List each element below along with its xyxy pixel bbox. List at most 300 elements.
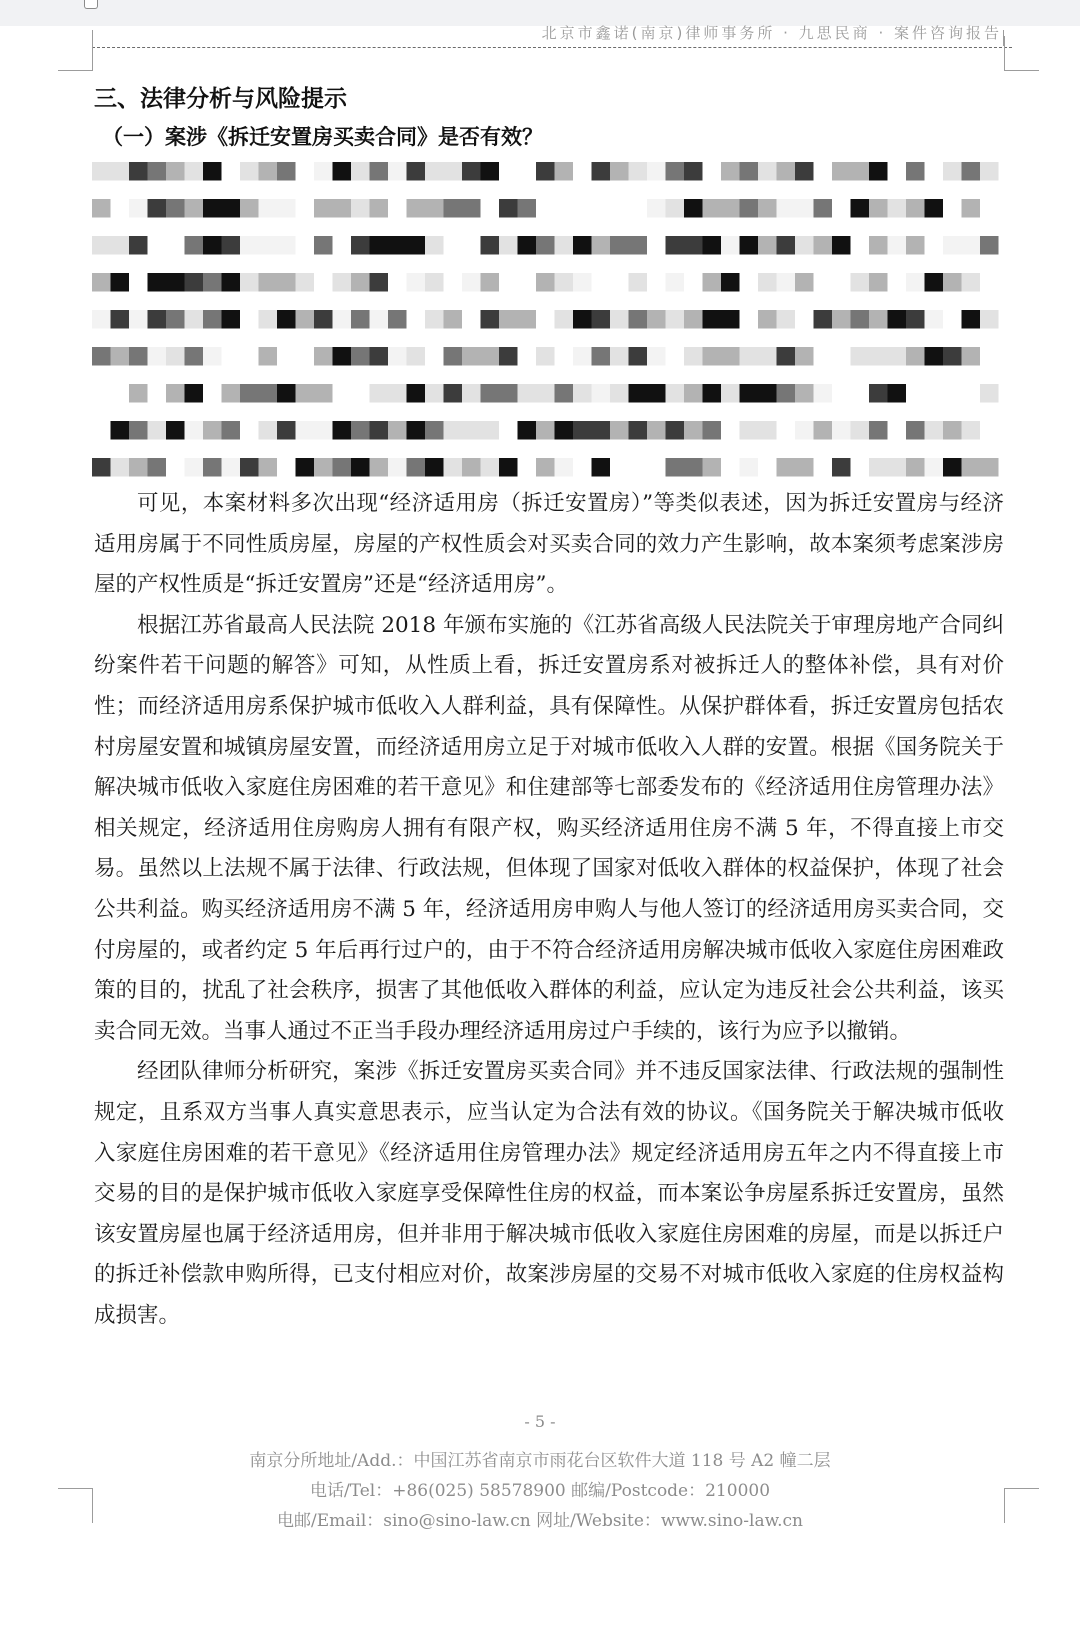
mosaic-cell [536,273,555,292]
mosaic-cell [314,421,333,440]
mosaic-cell [351,310,370,329]
mosaic-cell [92,458,111,477]
mosaic-cell [148,199,167,218]
mosaic-cell [777,162,796,181]
mosaic-cell [610,162,629,181]
mosaic-cell [111,458,130,477]
mosaic-cell [592,384,611,403]
mosaic-cell [869,162,888,181]
mosaic-cell [777,458,796,477]
mosaic-cell [203,347,222,366]
mosaic-cell [499,236,518,255]
mosaic-cell [388,421,407,440]
mosaic-cell [444,458,463,477]
mosaic-cell [592,236,611,255]
mosaic-cell [740,162,759,181]
mosaic-cell [962,236,981,255]
tab-handle-icon[interactable] [84,0,98,9]
mosaic-cell [462,421,481,440]
mosaic-cell [666,310,685,329]
mosaic-cell [647,347,666,366]
mosaic-cell [481,347,500,366]
mosaic-cell [610,347,629,366]
mosaic-cell [629,384,648,403]
mosaic-cell [962,273,981,292]
mosaic-cell [888,384,907,403]
mosaic-cell [333,162,352,181]
mosaic-cell [536,384,555,403]
mosaic-cell [111,421,130,440]
mosaic-cell [980,458,999,477]
header-divider [92,47,1012,48]
mosaic-cell [296,384,315,403]
mosaic-cell [684,347,703,366]
mosaic-cell [259,199,278,218]
mosaic-cell [777,273,796,292]
mosaic-cell [129,310,148,329]
mosaic-cell [647,384,666,403]
mosaic-cell [777,347,796,366]
mosaic-cell [740,199,759,218]
mosaic-cell [647,421,666,440]
mosaic-cell [92,273,111,292]
mosaic-cell [92,310,111,329]
mosaic-cell [333,310,352,329]
mosaic-cell [129,347,148,366]
mosaic-cell [444,310,463,329]
mosaic-cell [388,384,407,403]
footer-address: 南京分所地址/Add.：中国江苏省南京市雨花台区软件大道 118 号 A2 幢二层 [249,1451,831,1471]
mosaic-cell [351,236,370,255]
mosaic-cell [333,199,352,218]
mosaic-cell [407,162,426,181]
mosaic-cell [425,199,444,218]
mosaic-cell [499,384,518,403]
mosaic-cell [536,347,555,366]
mosaic-cell [555,310,574,329]
mosaic-image [92,150,1012,485]
mosaic-cell [906,458,925,477]
margin-mark-right [1003,30,1004,46]
mosaic-cell [703,384,722,403]
mosaic-cell [259,421,278,440]
mosaic-cell [814,236,833,255]
mosaic-cell [943,458,962,477]
mosaic-cell [869,236,888,255]
mosaic-cell [629,162,648,181]
mosaic-cell [203,458,222,477]
mosaic-cell [906,199,925,218]
mosaic-cell [148,458,167,477]
mosaic-cell [92,162,111,181]
mosaic-cell [185,421,204,440]
mosaic-cell [943,347,962,366]
mosaic-cell [851,199,870,218]
mosaic-cell [277,162,296,181]
mosaic-cell [777,384,796,403]
mosaic-cell [740,236,759,255]
mosaic-cell [277,384,296,403]
mosaic-cell [185,384,204,403]
mosaic-cell [555,458,574,477]
mosaic-cell [925,199,944,218]
mosaic-cell [222,199,241,218]
mosaic-cell [296,421,315,440]
mosaic-cell [314,347,333,366]
mosaic-cell [333,421,352,440]
mosaic-cell [185,310,204,329]
mosaic-cell [906,236,925,255]
mosaic-cell [684,199,703,218]
mosaic-cell [832,162,851,181]
mosaic-cell [166,347,185,366]
mosaic-cell [573,236,592,255]
mosaic-cell [222,421,241,440]
mosaic-cell [795,347,814,366]
mosaic-cell [869,384,888,403]
mosaic-cell [259,162,278,181]
mosaic-cell [259,273,278,292]
mosaic-cell [111,162,130,181]
mosaic-cell [296,458,315,477]
mosaic-cell [277,310,296,329]
mosaic-cell [666,384,685,403]
mosaic-cell [758,199,777,218]
mosaic-cell [203,310,222,329]
mosaic-cell [425,162,444,181]
mosaic-cell [296,273,315,292]
mosaic-cell [869,458,888,477]
mosaic-cell [277,273,296,292]
mosaic-cell [832,421,851,440]
mosaic-cell [499,199,518,218]
page-number: - 5 - [524,1412,556,1431]
mosaic-cell [407,421,426,440]
mosaic-cell [555,421,574,440]
mosaic-cell [629,421,648,440]
mosaic-cell [684,384,703,403]
mosaic-cell [444,162,463,181]
mosaic-cell [314,384,333,403]
paragraph-2: 根据江苏省最高人民法院 2018 年颁布实施的《江苏省高级人民法院关于审理房地产合同纠纷案件若干问题的解答》可知，从性质上看，拆迁安置房系对被拆迁人的整体补偿，具有对价性；而经济适用房系保护城市低收入人群利益，具有保障性。从保护群体看，拆迁安置房包括农村房屋安置和城镇房屋安置，而经济适用房立足于对城市低收入人群的安置。根据《国务院关于解决城市低收入家庭住房困难的若干意见》和住建部等七部委发布的《经济适用住房管理办法》相关规定，经济适用住房购房人拥有有限产权，购买经济适用住房不满 5 年，不得直接上市交易。虽然以上法规不属于法律、行政法规，但体现了国家对低收入群体的权益保护，体现了社会公共利益。购买经济适用房不满 5 年，经济适用房申购人与他人签订的经济适用房买卖合同，交付房屋的，或者约定 5 年后再行过户的，由于不符合经济适用房解决城市低收入家庭住房困难政策的目的，扰乱了社会秩序，损害了其他低收入群体的利益，应认定为违反社会公共利益，该买卖合同无效。当事人通过不正当手段办理经济适用房过户手续的，该行为应予以撤销。 [94,612,1004,1044]
mosaic-cell [906,162,925,181]
mosaic-cell [869,421,888,440]
mosaic-cell [314,236,333,255]
mosaic-cell [777,310,796,329]
mosaic-cell [518,310,537,329]
mosaic-cell [166,162,185,181]
mosaic-cell [666,273,685,292]
mosaic-cell [851,347,870,366]
mosaic-cell [832,458,851,477]
mosaic-cell [721,236,740,255]
mosaic-cell [129,199,148,218]
mosaic-cell [666,199,685,218]
mosaic-cell [647,199,666,218]
mosaic-cell [980,384,999,403]
mosaic-cell [259,384,278,403]
mosaic-cell [962,162,981,181]
mosaic-cell [888,199,907,218]
mosaic-cell [518,199,537,218]
mosaic-cell [388,347,407,366]
mosaic-cell [703,236,722,255]
mosaic-cell [129,421,148,440]
mosaic-cell [370,347,389,366]
mosaic-cell [721,310,740,329]
mosaic-cell [610,421,629,440]
mosaic-cell [795,384,814,403]
mosaic-cell [185,199,204,218]
mosaic-cell [444,421,463,440]
mosaic-cell [573,310,592,329]
mosaic-cell [647,310,666,329]
mosaic-cell [518,236,537,255]
mosaic-cell [185,236,204,255]
mosaic-cell [758,347,777,366]
mosaic-cell [148,310,167,329]
mosaic-cell [185,458,204,477]
mosaic-cell [370,236,389,255]
mosaic-cell [814,384,833,403]
mosaic-cell [962,347,981,366]
mosaic-cell [703,458,722,477]
mosaic-cell [148,273,167,292]
mosaic-cell [481,310,500,329]
mosaic-cell [684,236,703,255]
mosaic-cell [462,162,481,181]
mosaic-cell [925,421,944,440]
mosaic-cell [925,273,944,292]
mosaic-cell [148,347,167,366]
mosaic-cell [888,347,907,366]
mosaic-cell [592,421,611,440]
mosaic-cell [462,347,481,366]
mosaic-cell [906,421,925,440]
mosaic-cell [351,162,370,181]
mosaic-cell [407,273,426,292]
mosaic-cell [259,236,278,255]
mosaic-cell [906,310,925,329]
mosaic-cell [259,347,278,366]
mosaic-cell [962,199,981,218]
mosaic-cell [222,236,241,255]
mosaic-cell [721,384,740,403]
mosaic-cell [166,199,185,218]
mosaic-cell [851,421,870,440]
mosaic-cell [684,162,703,181]
mosaic-cell [943,162,962,181]
mosaic-cell [481,273,500,292]
mosaic-cell [370,458,389,477]
mosaic-cell [555,384,574,403]
mosaic-cell [407,347,426,366]
mosaic-cell [333,273,352,292]
mosaic-cell [277,421,296,440]
mosaic-cell [444,347,463,366]
mosaic-cell [795,458,814,477]
mosaic-cell [185,347,204,366]
mosaic-cell [425,236,444,255]
mosaic-cell [758,421,777,440]
mosaic-cell [777,199,796,218]
mosaic-cell [388,162,407,181]
mosaic-cell [592,458,611,477]
mosaic-cell [573,273,592,292]
mosaic-cell [925,458,944,477]
mosaic-cell [832,236,851,255]
mosaic-cell [666,458,685,477]
mosaic-cell [92,236,111,255]
mosaic-cell [962,421,981,440]
mosaic-cell [370,199,389,218]
mosaic-cell [240,199,259,218]
mosaic-cell [481,421,500,440]
mosaic-cell [610,384,629,403]
mosaic-cell [481,384,500,403]
mosaic-cell [203,236,222,255]
mosaic-cell [111,236,130,255]
mosaic-cell [758,273,777,292]
mosaic-cell [203,421,222,440]
mosaic-cell [906,273,925,292]
mosaic-cell [795,273,814,292]
mosaic-cell [703,347,722,366]
mosaic-cell [425,384,444,403]
mosaic-cell [499,458,518,477]
mosaic-cell [721,199,740,218]
subsection-title: （一）案涉《拆迁安置房买卖合同》是否有效？ [102,125,543,149]
mosaic-cell [888,236,907,255]
mosaic-cell [462,273,481,292]
mosaic-cell [943,421,962,440]
mosaic-cell [629,347,648,366]
mosaic-cell [370,310,389,329]
mosaic-cell [481,458,500,477]
mosaic-cell [462,199,481,218]
mosaic-cell [240,458,259,477]
mosaic-cell [925,347,944,366]
mosaic-cell [222,384,241,403]
mosaic-cell [610,310,629,329]
margin-mark-left [92,30,93,46]
mosaic-cell [166,421,185,440]
mosaic-cell [555,162,574,181]
mosaic-cell [92,199,111,218]
mosaic-cell [721,273,740,292]
mosaic-cell [222,273,241,292]
mosaic-cell [666,162,685,181]
mosaic-cell [758,236,777,255]
mosaic-cell [185,273,204,292]
paragraph-1: 可见，本案材料多次出现“经济适用房（拆迁安置房）”等类似表述，因为拆迁安置房与经济适用房属于不同性质房屋，房屋的产权性质会对买卖合同的效力产生影响，故本案须考虑案涉房屋的产权性质是“拆迁安置房”还是“经济适用房”。 [94,491,1004,598]
mosaic-cell [555,273,574,292]
mosaic-cell [314,310,333,329]
mosaic-cell [166,310,185,329]
mosaic-cell [814,421,833,440]
mosaic-cell [629,236,648,255]
mosaic-cell [203,199,222,218]
mosaic-cell [129,236,148,255]
mosaic-cell [703,310,722,329]
mosaic-cell [573,384,592,403]
pixelated-redaction [92,150,1012,485]
mosaic-cell [370,421,389,440]
mosaic-cell [758,162,777,181]
mosaic-cell [314,458,333,477]
mosaic-cell [370,273,389,292]
mosaic-cell [814,199,833,218]
crop-mark-top-right [1004,36,1039,71]
mosaic-cell [851,162,870,181]
mosaic-cell [888,310,907,329]
mosaic-cell [351,199,370,218]
mosaic-cell [314,199,333,218]
mosaic-cell [277,236,296,255]
mosaic-cell [795,162,814,181]
mosaic-cell [703,273,722,292]
footer-phone: 电话/Tel：+86(025) 58578900 邮编/Postcode：210000 [309,1481,771,1501]
mosaic-cell [240,162,259,181]
mosaic-cell [499,310,518,329]
body-text [94,484,1004,1336]
mosaic-cell [518,384,537,403]
mosaic-cell [518,421,537,440]
mosaic-cell [869,199,888,218]
mosaic-cell [573,347,592,366]
mosaic-cell [444,384,463,403]
mosaic-cell [703,421,722,440]
mosaic-cell [795,236,814,255]
mosaic-cell [592,310,611,329]
mosaic-cell [351,458,370,477]
mosaic-cell [629,273,648,292]
mosaic-cell [684,421,703,440]
mosaic-cell [111,273,130,292]
mosaic-cell [407,199,426,218]
mosaic-cell [314,162,333,181]
mosaic-cell [388,310,407,329]
mosaic-cell [573,421,592,440]
mosaic-cell [203,273,222,292]
mosaic-cell [536,421,555,440]
mosaic-cell [129,384,148,403]
mosaic-cell [536,162,555,181]
mosaic-cell [166,273,185,292]
mosaic-cell [536,458,555,477]
mosaic-cell [980,162,999,181]
mosaic-cell [148,162,167,181]
footer-email-website: 电邮/Email：sino@sino-law.cn 网址/Website：www.sino-law.cn [276,1511,803,1531]
mosaic-cell [481,236,500,255]
mosaic-cell [777,236,796,255]
mosaic-cell [166,384,185,403]
mosaic-cell [259,310,278,329]
mosaic-cell [795,421,814,440]
mosaic-cell [740,421,759,440]
mosaic-cell [425,458,444,477]
mosaic-cell [462,458,481,477]
mosaic-cell [980,236,999,255]
mosaic-cell [758,310,777,329]
mosaic-cell [481,162,500,181]
mosaic-cell [277,199,296,218]
mosaic-cell [259,458,278,477]
mosaic-cell [851,310,870,329]
mosaic-cell [832,310,851,329]
mosaic-cell [666,236,685,255]
mosaic-cell [740,458,759,477]
